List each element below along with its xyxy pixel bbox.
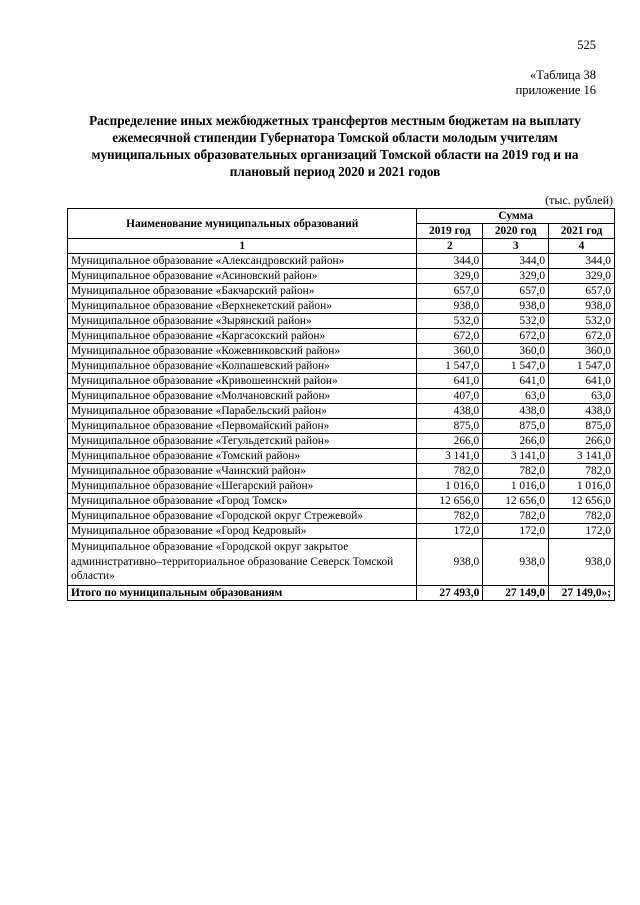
amount-2021: 938,0 xyxy=(549,539,615,586)
amount-2020: 641,0 xyxy=(483,374,549,389)
amount-2021: 12 656,0 xyxy=(549,494,615,509)
amount-2021: 360,0 xyxy=(549,344,615,359)
table-row xyxy=(68,479,615,494)
table-row xyxy=(68,419,615,434)
year-2019-header: 2019 год xyxy=(417,224,483,239)
table-row xyxy=(68,269,615,284)
table-row xyxy=(68,374,615,389)
amount-2020: 532,0 xyxy=(483,314,549,329)
table-row xyxy=(68,389,615,404)
table-row xyxy=(68,314,615,329)
amount-2021: 782,0 xyxy=(549,464,615,479)
table-reference: «Таблица 38 xyxy=(530,68,596,82)
amount-2021: 532,0 xyxy=(549,314,615,329)
municipality-name: Муниципальное образование «Парабельский район» xyxy=(68,404,417,419)
amount-2020: 329,0 xyxy=(483,269,549,284)
amount-2019: 3 141,0 xyxy=(417,449,483,464)
amount-2021: 3 141,0 xyxy=(549,449,615,464)
amount-2019: 938,0 xyxy=(417,539,483,586)
municipality-name: Муниципальное образование «Александровский район» xyxy=(68,254,417,269)
table-row xyxy=(68,434,615,449)
amount-2021: 172,0 xyxy=(549,524,615,539)
municipality-name: Муниципальное образование «Бакчарский район» xyxy=(68,284,417,299)
amount-2021: 1 547,0 xyxy=(549,359,615,374)
column-number-row xyxy=(68,239,615,254)
amount-2021: 63,0 xyxy=(549,389,615,404)
amount-2019: 329,0 xyxy=(417,269,483,284)
transfers-table xyxy=(67,208,615,601)
amount-2021: 938,0 xyxy=(549,299,615,314)
amount-2019: 782,0 xyxy=(417,464,483,479)
column-number: 1 xyxy=(68,239,417,254)
table-row xyxy=(68,359,615,374)
amount-2021: 641,0 xyxy=(549,374,615,389)
column-number: 2 xyxy=(417,239,483,254)
amount-2021: 438,0 xyxy=(549,404,615,419)
municipality-name: Муниципальное образование «Тегульдетский район» xyxy=(68,434,417,449)
amount-2019: 438,0 xyxy=(417,404,483,419)
amount-2020: 63,0 xyxy=(483,389,549,404)
amount-2021: 344,0 xyxy=(549,254,615,269)
amount-2019: 875,0 xyxy=(417,419,483,434)
amount-2019: 12 656,0 xyxy=(417,494,483,509)
sum-column-header: Сумма xyxy=(417,209,615,224)
municipality-name: Муниципальное образование «Городской округ закрытое административно–территориальное образование Северск Томской области» xyxy=(68,539,417,586)
document-title: Распределение иных межбюджетных трансфертов местным бюджетам на выплату ежемесячной стипендии Губернатора Томской области молодым учителям муниципальных образовательных организаций Томской области на 2019 год и на плановый период 2020 и 2021 годов xyxy=(89,113,581,179)
total-2019: 27 493,0 xyxy=(417,585,483,600)
table-row xyxy=(68,539,615,586)
amount-2020: 782,0 xyxy=(483,509,549,524)
amount-2019: 360,0 xyxy=(417,344,483,359)
amount-2019: 672,0 xyxy=(417,329,483,344)
municipality-name: Муниципальное образование «Верхнекетский район» xyxy=(68,299,417,314)
amount-2019: 1 547,0 xyxy=(417,359,483,374)
page-number: 525 xyxy=(577,38,596,52)
column-number: 3 xyxy=(483,239,549,254)
municipality-name: Муниципальное образование «Город Кедровый» xyxy=(68,524,417,539)
table-row xyxy=(68,464,615,479)
table-row xyxy=(68,299,615,314)
table-row xyxy=(68,329,615,344)
amount-2021: 329,0 xyxy=(549,269,615,284)
table-row xyxy=(68,344,615,359)
amount-2019: 532,0 xyxy=(417,314,483,329)
municipality-name: Муниципальное образование «Молчановский район» xyxy=(68,389,417,404)
table-row xyxy=(68,254,615,269)
amount-2020: 672,0 xyxy=(483,329,549,344)
amount-2021: 1 016,0 xyxy=(549,479,615,494)
amount-2020: 657,0 xyxy=(483,284,549,299)
municipality-name: Муниципальное образование «Первомайский район» xyxy=(68,419,417,434)
municipality-name: Муниципальное образование «Чаинский район» xyxy=(68,464,417,479)
total-row xyxy=(68,585,615,600)
amount-2020: 938,0 xyxy=(483,539,549,586)
amount-2020: 938,0 xyxy=(483,299,549,314)
table-row xyxy=(68,509,615,524)
amount-2019: 657,0 xyxy=(417,284,483,299)
table-body xyxy=(68,254,615,586)
municipality-name: Муниципальное образование «Колпашевский район» xyxy=(68,359,417,374)
amount-2021: 266,0 xyxy=(549,434,615,449)
amount-2021: 657,0 xyxy=(549,284,615,299)
municipality-name: Муниципальное образование «Шегарский район» xyxy=(68,479,417,494)
table-row xyxy=(68,404,615,419)
amount-2019: 172,0 xyxy=(417,524,483,539)
amount-2020: 344,0 xyxy=(483,254,549,269)
municipality-name: Муниципальное образование «Город Томск» xyxy=(68,494,417,509)
amount-2020: 438,0 xyxy=(483,404,549,419)
amount-2019: 938,0 xyxy=(417,299,483,314)
amount-2019: 782,0 xyxy=(417,509,483,524)
total-2020: 27 149,0 xyxy=(483,585,549,600)
table-row xyxy=(68,494,615,509)
amount-2021: 672,0 xyxy=(549,329,615,344)
amount-2021: 782,0 xyxy=(549,509,615,524)
amount-2019: 1 016,0 xyxy=(417,479,483,494)
total-2021: 27 149,0»; xyxy=(549,585,615,600)
year-2020-header: 2020 год xyxy=(483,224,549,239)
amount-2019: 266,0 xyxy=(417,434,483,449)
table-row xyxy=(68,449,615,464)
amount-2020: 266,0 xyxy=(483,434,549,449)
table-row xyxy=(68,284,615,299)
amount-2020: 782,0 xyxy=(483,464,549,479)
municipality-name: Муниципальное образование «Томский район» xyxy=(68,449,417,464)
amount-2020: 875,0 xyxy=(483,419,549,434)
municipality-name: Муниципальное образование «Кожевниковский район» xyxy=(68,344,417,359)
municipality-name: Муниципальное образование «Каргасокский район» xyxy=(68,329,417,344)
year-2021-header: 2021 год xyxy=(549,224,615,239)
units-label: (тыс. рублей) xyxy=(545,193,613,207)
amount-2019: 344,0 xyxy=(417,254,483,269)
amount-2020: 172,0 xyxy=(483,524,549,539)
amount-2020: 12 656,0 xyxy=(483,494,549,509)
amount-2020: 1 547,0 xyxy=(483,359,549,374)
municipality-name: Муниципальное образование «Зырянский район» xyxy=(68,314,417,329)
amount-2019: 641,0 xyxy=(417,374,483,389)
municipality-name: Муниципальное образование «Городской округ Стрежевой» xyxy=(68,509,417,524)
amount-2020: 1 016,0 xyxy=(483,479,549,494)
table-row xyxy=(68,524,615,539)
amount-2020: 360,0 xyxy=(483,344,549,359)
name-column-header: Наименование муниципальных образований xyxy=(68,209,417,239)
amount-2020: 3 141,0 xyxy=(483,449,549,464)
appendix-reference: приложение 16 xyxy=(515,83,596,97)
amount-2021: 875,0 xyxy=(549,419,615,434)
amount-2019: 407,0 xyxy=(417,389,483,404)
column-number: 4 xyxy=(549,239,615,254)
total-label: Итого по муниципальным образованиям xyxy=(68,585,417,600)
municipality-name: Муниципальное образование «Кривошеинский район» xyxy=(68,374,417,389)
municipality-name: Муниципальное образование «Асиновский район» xyxy=(68,269,417,284)
